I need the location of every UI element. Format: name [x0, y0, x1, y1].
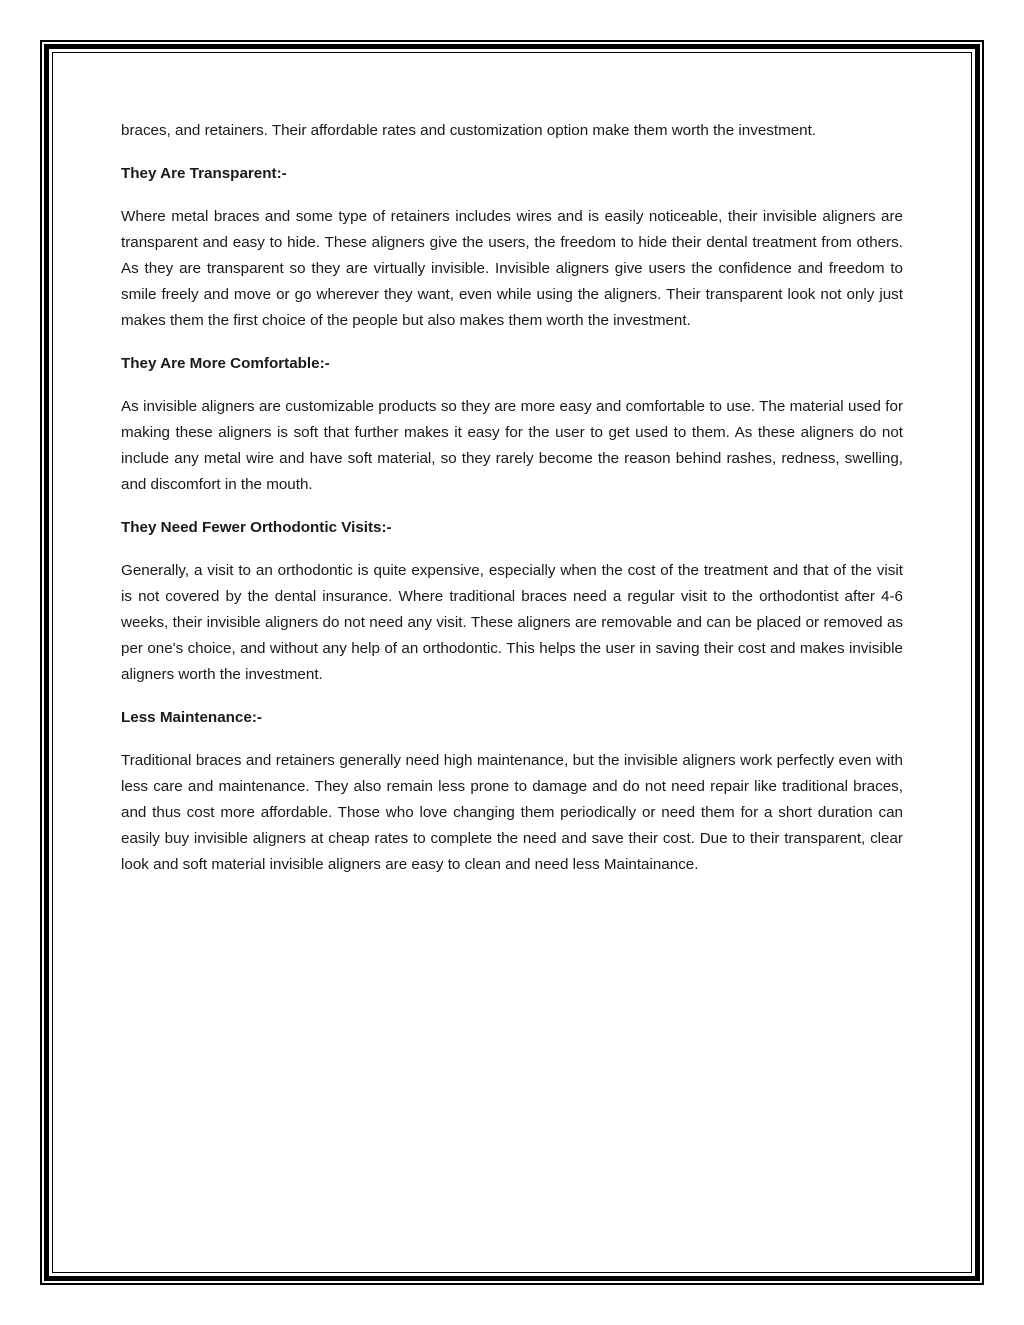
section-heading-transparent: They Are Transparent:- — [121, 165, 287, 182]
section-body-less-maintenance: Traditional braces and retainers generally need high maintenance, but the invisible aligners work perfectly even with less care and maintenance. They also remain less prone to damage and do not need repair like traditional braces, and thus cost more affordable. Those who love changing them periodically or need them for a short duration can easily buy invisible aligners at cheap rates to complete the need and save their cost. Due to their transparent, clear look and soft material invisible aligners are easy to clean and need less Maintainance. — [121, 752, 903, 873]
intro-paragraph: braces, and retainers. Their affordable rates and customization option make them worth the investment. — [121, 122, 817, 139]
section-body-comfortable: As invisible aligners are customizable products so they are more easy and comfortable to use. The material used for making these aligners is soft that further makes it easy for the user to get used to them. As these aligners do not include any metal wire and have soft material, so they rarely become the reason behind rashes, redness, swelling, and discomfort in the mouth. — [121, 398, 903, 493]
section-body-transparent: Where metal braces and some type of retainers includes wires and is easily noticeable, their invisible aligners are transparent and easy to hide. These aligners give the users, the freedom to hide their dental treatment from others. As they are transparent so they are virtually invisible. Invisible aligners give users the confidence and freedom to smile freely and move or go wherever they want, even while using the aligners. Their transparent look not only just makes them the first choice of the people but also makes them worth the investment. — [121, 208, 903, 329]
section-heading-less-maintenance: Less Maintenance:- — [121, 709, 262, 726]
section-body-fewer-visits: Generally, a visit to an orthodontic is quite expensive, especially when the cost of the treatment and that of the visit is not covered by the dental insurance. Where traditional braces need a regular visit to the orthodontist after 4-6 weeks, their invisible aligners do not need any visit. These aligners are removable and can be placed or removed as per one's choice, and without any help of an orthodontic. This helps the user in saving their cost and makes invisible aligners worth the investment. — [121, 562, 903, 683]
section-heading-fewer-visits: They Need Fewer Orthodontic Visits:- — [121, 519, 392, 536]
document-body — [121, 118, 903, 895]
section-heading-comfortable: They Are More Comfortable:- — [121, 355, 330, 372]
